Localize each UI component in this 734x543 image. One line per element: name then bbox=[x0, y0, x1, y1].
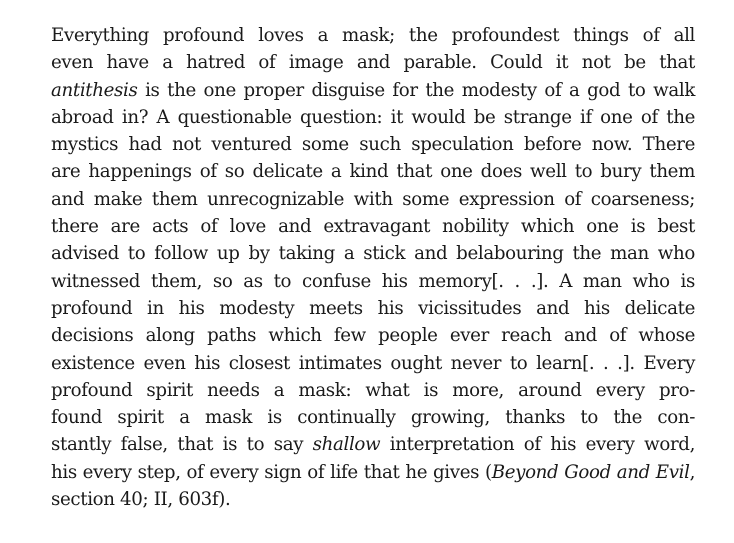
quotation-passage bbox=[51, 22, 695, 513]
text-line: are happenings of so delicate a kind that one does well to bury them bbox=[51, 161, 695, 183]
text-line: and make them unrecognizable with some expression of coarseness; bbox=[51, 188, 695, 210]
text-line: found spirit a mask is continually growing, thanks to the con- bbox=[51, 407, 695, 429]
text-line: decisions along paths which few people ever reach and of whose bbox=[51, 325, 695, 347]
text-line: there are acts of love and extravagant nobility which one is best bbox=[51, 216, 695, 238]
text-line: mystics had not ventured some such speculation before now. There bbox=[51, 134, 695, 156]
italic-term: antithesis bbox=[51, 79, 138, 101]
text-line: even have a hatred of image and parable. Could it not be that bbox=[51, 52, 695, 74]
text-line: stantly false, that is to say shallow interpretation of his every word, bbox=[51, 434, 696, 456]
text-line: profound in his modesty meets his vicissitudes and his delicate bbox=[51, 297, 695, 319]
citation-line: section 40; II, 603f). bbox=[51, 489, 231, 511]
text-line: abroad in? A questionable question: it would be strange if one of the bbox=[51, 106, 695, 128]
text-line: existence even his closest intimates ought never to learn[. . .]. Every bbox=[51, 352, 695, 374]
text-line: Everything profound loves a mask; the profoundest things of all bbox=[51, 25, 695, 46]
italic-term: shallow bbox=[312, 434, 381, 456]
book-title: Beyond Good and Evil bbox=[491, 461, 690, 483]
text-line: profound spirit needs a mask: what is more, around every pro- bbox=[51, 379, 695, 401]
text-line: witnessed them, so as to confuse his memory[. . .]. A man who is bbox=[51, 270, 695, 292]
text-line: his every step, of every sign of life that he gives (Beyond Good and Evil, bbox=[51, 461, 695, 483]
text-line: antithesis is the one proper disguise for the modesty of a god to walk bbox=[51, 79, 695, 101]
text-line: advised to follow up by taking a stick and belabouring the man who bbox=[51, 243, 695, 265]
